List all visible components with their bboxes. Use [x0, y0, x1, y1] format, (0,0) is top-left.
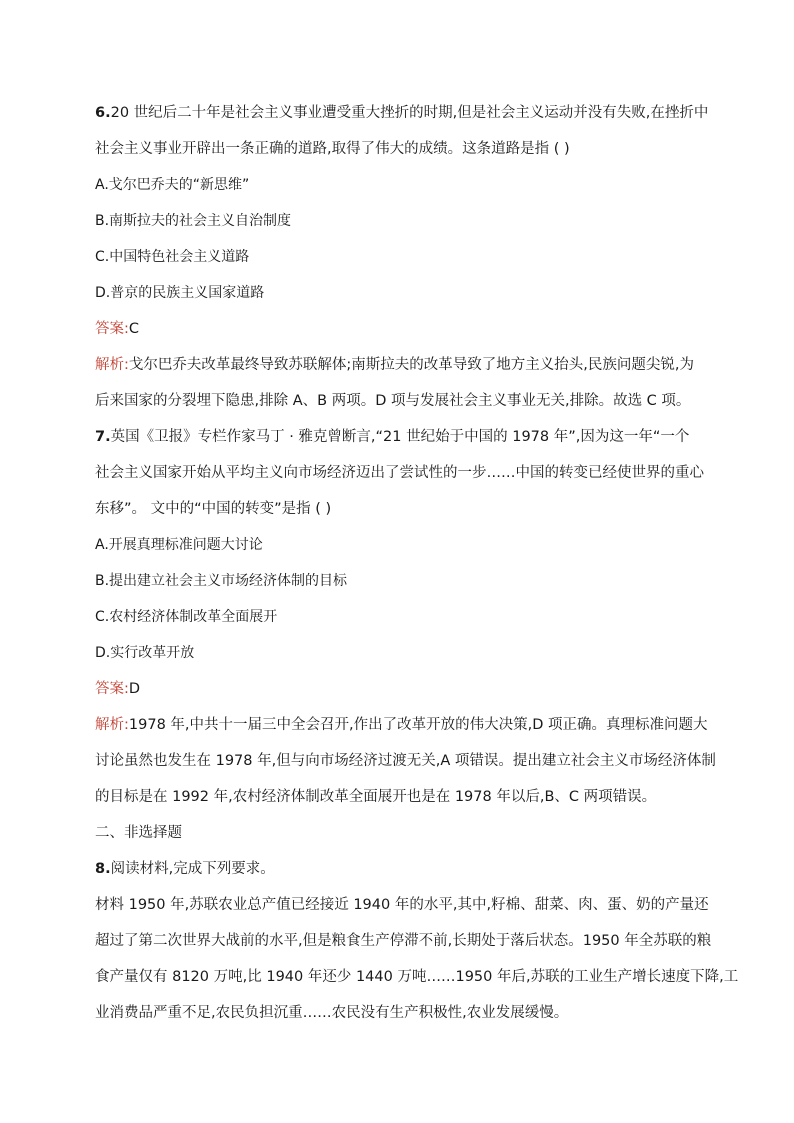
q6-option-a: A.戈尔巴乔夫的“新思维” [95, 177, 250, 193]
answer-value: D [128, 681, 141, 697]
q7-stem-line-1: 7.英国《卫报》专栏作家马丁 · 雅克曾断言,“21 世纪始于中国的 1978 年”,因为这一年“一个 [95, 429, 690, 445]
answer-label: 答案: [95, 321, 129, 337]
q7-option-a: A.开展真理标准问题大讨论 [95, 537, 263, 553]
q7-number: 7. [95, 429, 111, 445]
q7-stem-line-2: 社会主义国家开始从平均主义向市场经济迈出了尝试性的一步……中国的转变已经使世界的重心 [95, 465, 704, 481]
q7-analysis-line-1: 解析:1978 年,中共十一届三中全会召开,作出了改革开放的伟大决策,D 项正确。真理标准问题大 [95, 717, 708, 733]
analysis-label: 解析: [95, 717, 129, 733]
q6-option-c: C.中国特色社会主义道路 [95, 249, 250, 265]
q7-analysis-line-2: 讨论虽然也发生在 1978 年,但与向市场经济过渡无关,A 项错误。提出建立社会主义市场经济体制 [95, 753, 716, 769]
q8-number: 8. [95, 861, 111, 877]
q8-material-line-3: 食产量仅有 8120 万吨,比 1940 年还少 1440 万吨……1950 年后,苏联的工业生产增长速度下降,工 [95, 969, 739, 985]
q6-option-b: B.南斯拉夫的社会主义自治制度 [95, 213, 292, 229]
q6-stem-line-1: 6.20 世纪后二十年是社会主义事业遭受重大挫折的时期,但是社会主义运动并没有失败,在挫折中 [95, 105, 709, 121]
analysis-label: 解析: [95, 357, 129, 373]
q6-analysis-line-1: 解析:戈尔巴乔夫改革最终导致苏联解体;南斯拉夫的改革导致了地方主义抬头,民族问题尖锐,为 [95, 357, 694, 373]
answer-value: C [128, 321, 140, 337]
q7-option-d: D.实行改革开放 [95, 645, 195, 661]
q7-option-c: C.农村经济体制改革全面展开 [95, 609, 278, 625]
q7-option-b: B.提出建立社会主义市场经济体制的目标 [95, 573, 348, 589]
q8-material-line-2: 超过了第二次世界大战前的水平,但是粮食生产停滞不前,长期处于落后状态。1950 年全苏联的粮 [95, 933, 712, 949]
q7-stem-line-3: 东移”。 文中的“中国的转变”是指 ( ) [95, 501, 332, 517]
q8-material-line-4: 业消费品严重不足,农民负担沉重……农民没有生产积极性,农业发展缓慢。 [95, 1005, 569, 1021]
q6-option-d: D.普京的民族主义国家道路 [95, 285, 265, 301]
q6-answer [95, 319, 139, 339]
q8-material-line-1: 材料 1950 年,苏联农业总产值已经接近 1940 年的水平,其中,籽棉、甜菜、肉、蛋、奶的产量还 [95, 897, 709, 913]
q7-analysis-line-3: 的目标是在 1992 年,农村经济体制改革全面展开也是在 1978 年以后,B、C 两项错误。 [95, 789, 657, 805]
q6-stem-line-2: 社会主义事业开辟出一条正确的道路,取得了伟大的成绩。这条道路是指 ( ) [95, 141, 570, 157]
section-title: 二、非选择题 [95, 825, 182, 841]
q8-stem: 8.阅读材料,完成下列要求。 [95, 861, 275, 877]
q6-analysis-line-2: 后来国家的分裂埋下隐患,排除 A、B 两项。D 项与发展社会主义事业无关,排除。故选 C 项。 [95, 393, 691, 409]
q7-answer [95, 679, 140, 699]
q6-number: 6. [95, 105, 111, 121]
answer-label: 答案: [95, 681, 129, 697]
